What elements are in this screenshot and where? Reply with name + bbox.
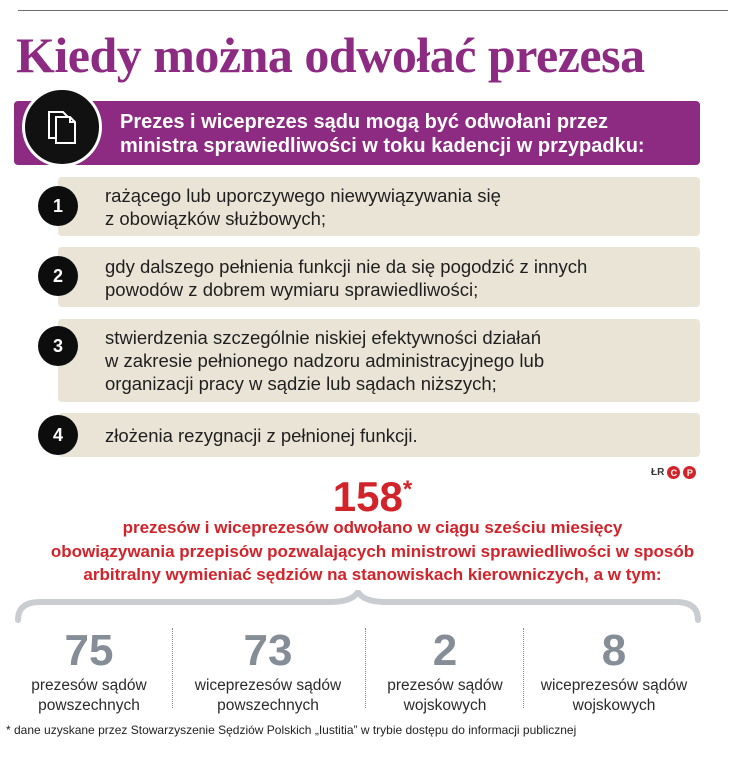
summary-line-1: prezesów i wiceprezesów odwołano w ciągu sześciu miesięcy [122,518,623,537]
stat-label-line-2: wojskowych [572,697,656,714]
total-dismissals [0,466,745,521]
publisher-logo-p: P [683,466,696,479]
condition-3-line-1: stwierdzenia szczególnie niskiej efektywności działań [105,327,541,348]
grouping-brace [0,590,745,624]
condition-item-3 [58,319,700,402]
condition-2-line-2: powodów z dobrem wymiaru sprawiedliwości; [105,279,479,300]
summary-line-3: arbitralny wymieniać sędziów na stanowiskach kierowniczych, a w tym: [83,565,662,584]
condition-text-4 [105,424,418,447]
condition-item-1 [58,177,700,236]
condition-3-line-2: w zakresie pełnionego nadzoru administracyjnego lub [105,350,545,371]
stat-value: 73 [243,626,293,675]
summary-text [0,516,745,587]
stat-vice-presidents-common [178,626,358,716]
stat-label-line-2: powszechnych [217,697,319,714]
condition-3-line-3: organizacji pracy w sądzie lub sądach niższych; [105,373,497,394]
stat-label-line-1: wiceprezesów sądów [540,677,688,694]
stat-vice-presidents-military [524,626,704,716]
stat-label-line-1: prezesów sądów [31,677,147,694]
source-footnote: * dane uzyskane przez Stowarzyszenie Sędziów Polskich „Iustitia” w trybie dostępu do informacji publicznej [6,723,577,737]
page-title: Kiedy można odwołać prezesa [16,27,645,83]
stat-label-line-2: powszechnych [38,697,140,714]
intro-line-1: Prezes i wiceprezes sądu mogą być odwołani przez [120,111,608,133]
stat-presidents-military [355,626,535,716]
summary-line-2: obowiązywania przepisów pozwalających ministrowi sprawiedliwości w sposób [50,541,695,561]
condition-text-3 [105,326,544,395]
top-divider [18,10,728,11]
footnote-mark: * [402,476,413,503]
condition-text-2 [105,255,587,301]
documents-icon [45,108,79,146]
stat-presidents-common [0,626,179,716]
condition-text-1 [105,184,501,230]
stat-label-line-1: prezesów sądów [387,677,503,694]
condition-item-4 [58,413,700,457]
intro-text [120,110,700,158]
condition-number-4: 4 [38,415,78,455]
stat-label-line-1: wiceprezesów sądów [194,677,342,694]
condition-4-line-1: złożenia rezygnacji z pełnionej funkcji. [105,425,418,446]
author-initials: ŁR [651,467,665,478]
condition-1-line-2: z obowiązków służbowych; [105,208,327,229]
stat-value: 2 [432,626,458,675]
documents-icon-badge [22,87,102,167]
condition-2-line-1: gdy dalszego pełnienia funkcji nie da się pogodzić z innych [105,256,588,277]
condition-number-3: 3 [38,326,78,366]
stat-value: 75 [64,626,114,675]
publisher-logo-c: C [667,466,680,479]
condition-number-1: 1 [38,186,78,226]
stat-divider [172,628,173,708]
total-value: 158 [332,473,403,520]
intro-banner [14,101,700,165]
condition-1-line-1: rażącego lub uporczywego niewywiązywania się [105,185,501,206]
condition-item-2 [58,247,700,307]
condition-number-2: 2 [38,256,78,296]
stat-value: 8 [601,626,627,675]
stat-label-line-2: wojskowych [403,697,487,714]
intro-line-2: ministra sprawiedliwości w toku kadencji w przypadku: [120,135,645,157]
